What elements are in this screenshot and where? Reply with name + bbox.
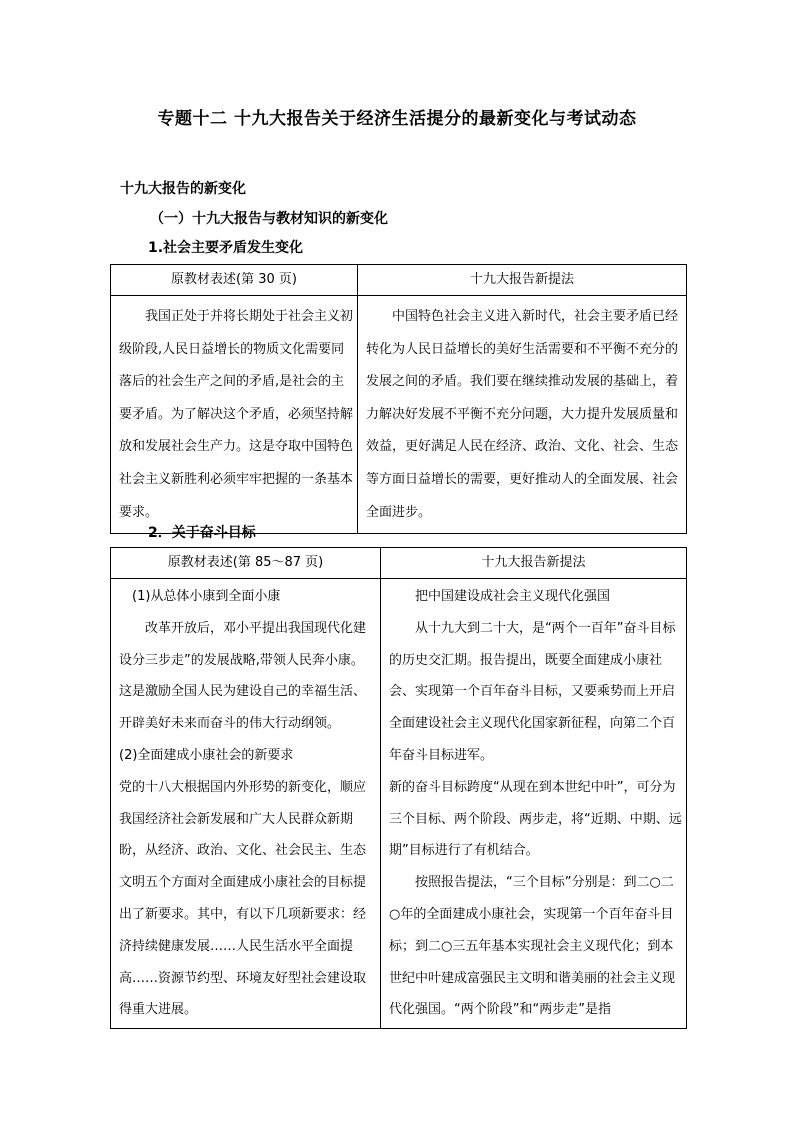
- col-header-original: 原教材表述(第 85～87 页): [111, 548, 381, 579]
- table-header-row: [111, 548, 687, 579]
- item2-heading: 2．关于奋斗目标: [148, 525, 256, 541]
- new-paragraph-2: 新的奋斗目标跨度“从现在到本世纪中叶”，可分为三个目标、两个阶段、两步走，将“近期、中期、远期”目标进行了有机结合。: [389, 779, 682, 859]
- new-paragraph-1: 从十九大到二十大，是“两个一百年”奋斗目标的历史交汇期。报告提出，既要全面建成小康社会、实现第一个百年奋斗目标，又要乘势而上开启全面建设社会主义现代化国家新征程，向第二个百年奋斗目标进军。: [389, 620, 676, 763]
- original-text: 我国正处于并将长期处于社会主义初级阶段,人民日益增长的物质文化需要同落后的社会生产之间的矛盾,是社会的主要矛盾。为了解决这个矛盾，必须坚持解放和发展社会生产力。这是夺取中国特色社会主义新胜利必须牢牢把握的一条基本要求。: [119, 309, 354, 520]
- new-text-cell: [381, 579, 687, 1029]
- item1-heading: 1.社会主要矛盾发生变化: [148, 240, 304, 256]
- col-header-new: 十九大报告新提法: [358, 265, 687, 296]
- col-header-original: 原教材表述(第 30 页): [111, 265, 358, 296]
- original-heading-1: (1)从总体小康到全面小康: [132, 589, 281, 604]
- page-title: 专题十二 十九大报告关于经济生活提分的最新变化与考试动态: [157, 109, 637, 129]
- section-heading: 十九大报告的新变化: [120, 181, 246, 197]
- original-heading-2: (2)全面建成小康社会的新要求: [119, 747, 294, 763]
- new-heading: 把中国建设成社会主义现代化强国: [415, 589, 611, 604]
- table-header-row: [111, 265, 687, 296]
- original-text-cell: [111, 296, 358, 534]
- comparison-table-contradiction: [110, 264, 687, 534]
- table-row: [111, 296, 687, 534]
- comparison-table-goals: [110, 547, 687, 1029]
- col-header-new: 十九大报告新提法: [381, 548, 687, 579]
- original-paragraph-1: 改革开放后，邓小平提出我国现代化建设分三步走”的发展战略,带领人民奔小康。这是激励全国人民为建设自己的幸福生活、开辟美好未来而奋斗的伟大行动纲领。: [119, 620, 367, 732]
- subsection-heading: （一）十九大报告与教材知识的新变化: [150, 211, 388, 227]
- original-text-cell: [111, 579, 381, 1029]
- new-text-cell: [358, 296, 687, 534]
- original-paragraph-2: 党的十八大根据国内外形势的新变化，顺应我国经济社会新发展和广大人民群众新期盼，从经济、政治、文化、社会民主、生态文明五个方面对全面建成小康社会的目标提出了新要求。其中，有以下几项新要求：经济持续健康发展……人民生活水平全面提高……资源节约型、环境友好型社会建设取得重大进展。: [119, 779, 367, 1018]
- new-paragraph-3: 按照报告提法，“三个目标”分别是：到二○二○年的全面建成小康社会，实现第一个百年奋斗目标；到二○三五年基本实现社会主义现代化；到本世纪中叶建成富强民主文明和谐美丽的社会主义现代化强国。“两个阶段”和“两步走”是指: [389, 875, 676, 1018]
- table-row: [111, 579, 687, 1029]
- new-text: 中国特色社会主义进入新时代，社会主要矛盾已经转化为人民日益增长的美好生活需要和不平衡不充分的发展之间的矛盾。我们要在继续推动发展的基础上，着力解决好发展不平衡不充分问题，大力提升发展质量和效益，更好满足人民在经济、政治、文化、社会、生态等方面日益增长的需要，更好推动人的全面发展、社会全面进步。: [366, 309, 679, 520]
